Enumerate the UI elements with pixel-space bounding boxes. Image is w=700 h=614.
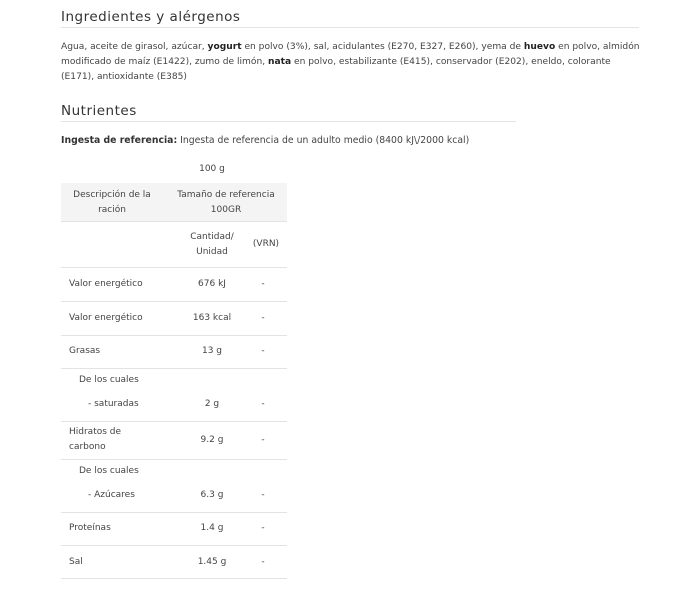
- row-label: Valor energético: [69, 313, 143, 323]
- ingredient-text: en polvo, almidón modificado de maíz (E1422), zumo de limón,: [61, 42, 640, 67]
- ingredient-text: Agua, aceite de girasol, azúcar,: [61, 42, 208, 52]
- header-description: Descripción de la ración: [73, 190, 151, 215]
- row-vrn: -: [261, 346, 265, 356]
- row-divider: [61, 459, 287, 460]
- row-vrn: -: [261, 490, 265, 500]
- row-value: 676 kJ: [198, 279, 226, 289]
- serving-size: 100 g: [199, 164, 225, 174]
- row-value: 9.2 g: [200, 435, 224, 445]
- row-divider: [61, 578, 287, 579]
- row-vrn: -: [261, 279, 265, 289]
- allergen-text: nata: [268, 57, 292, 67]
- ingredients-title: Ingredientes y alérgenos: [61, 9, 241, 25]
- reference-intake-label: Ingesta de referencia:: [61, 135, 178, 146]
- ingredients-text: [61, 40, 641, 85]
- row-label: Proteínas: [69, 523, 111, 533]
- row-vrn: -: [261, 435, 265, 445]
- row-vrn: -: [261, 523, 265, 533]
- row-divider: [61, 368, 287, 369]
- row-divider: [61, 267, 287, 268]
- row-label: De los cuales: [79, 466, 139, 476]
- row-value: 2 g: [204, 399, 220, 409]
- row-label: De los cuales: [79, 375, 139, 385]
- ingredient-text: en polvo, estabilizante (E415), conservador (E202), eneldo, colorante (E171), antioxidante (E385): [61, 57, 611, 82]
- row-divider: [61, 221, 287, 222]
- header-reference-size: Tamaño de referencia 100GR: [177, 190, 275, 215]
- row-vrn: -: [261, 557, 265, 567]
- row-divider: [61, 421, 287, 422]
- row-sublabel: - saturadas: [88, 399, 139, 409]
- row-vrn: -: [261, 399, 265, 409]
- row-divider: [61, 545, 287, 546]
- row-value: 13 g: [201, 346, 223, 356]
- row-label: Grasas: [69, 346, 101, 356]
- nutrients-title: Nutrientes: [61, 103, 137, 119]
- row-sublabel: - Azúcares: [88, 490, 135, 500]
- reference-intake-text: Ingesta de referencia de un adulto medio (8400 kJ\/2000 kcal): [180, 135, 470, 146]
- row-divider: [61, 335, 287, 336]
- nutrients-divider: [61, 121, 516, 122]
- allergen-text: huevo: [523, 42, 556, 52]
- row-divider: [61, 301, 287, 302]
- row-value: 6.3 g: [200, 490, 224, 500]
- row-label: Hidratos de carbono: [69, 427, 122, 452]
- reference-intake: [61, 135, 469, 146]
- row-value: 1.4 g: [200, 523, 224, 533]
- row-label: Valor energético: [69, 279, 143, 289]
- ingredient-text: en polvo (3%), sal, acidulantes (E270, E327, E260), yema de: [241, 42, 524, 52]
- allergen-text: yogurt: [207, 42, 242, 52]
- ingredients-divider: [61, 27, 639, 28]
- header-vrn: (VRN): [252, 239, 280, 249]
- row-divider: [61, 512, 287, 513]
- row-value: 163 kcal: [192, 313, 232, 323]
- header-quantity-unit: Cantidad/ Unidad: [190, 232, 234, 257]
- row-vrn: -: [261, 313, 265, 323]
- row-label: Sal: [69, 557, 83, 567]
- row-value: 1.45 g: [197, 557, 227, 567]
